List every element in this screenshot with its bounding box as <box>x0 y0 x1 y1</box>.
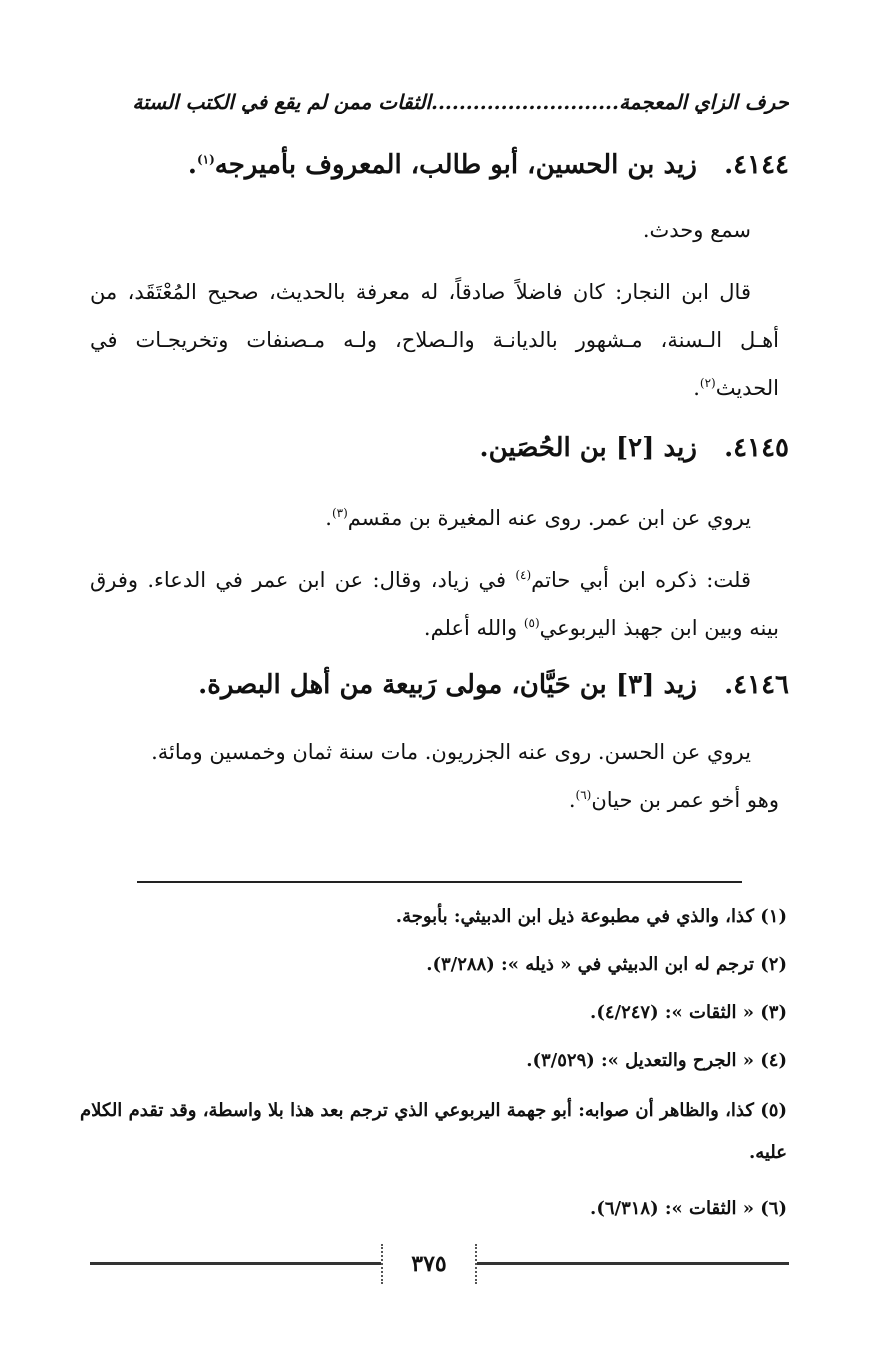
page-number: ٣٧٥ <box>381 1244 477 1284</box>
entry-title: زيد بن الحسين، أبو طالب، المعروف بأميرجه <box>214 150 697 180</box>
entry-number: ٤١٤٦ <box>733 670 789 700</box>
paragraph: سمع وحدث. <box>642 218 751 242</box>
footnote-ref: (٥) <box>523 616 540 630</box>
paragraph: يروي عن الحسن. روى عنه الجزريون. مات سنة ثمان وخمسين ومائة. <box>151 740 751 764</box>
entry-heading: ٤١٤٥. زيد [٢] بن الحُصَين. <box>479 433 789 463</box>
header-book-title: الثقات ممن لم يقع في الكتب الستة <box>132 90 431 114</box>
paragraph: يروي عن ابن عمر. روى عنه المغيرة بن مقسم$^{(٣)}$. <box>325 506 751 530</box>
footnote-ref: (٣) <box>331 506 348 520</box>
running-header <box>100 90 789 114</box>
entry-heading: ٤١٤٦. زيد [٣] بن حَيَّان، مولى رَبيعة من أهل البصرة. <box>198 670 789 700</box>
footnote-5: (٥) كذا، والظاهر أن صوابه: أبو جهمة اليربوعي الذي ترجم بعد هذا بلا واسطة، وقد تقدم الكلام عليه. <box>80 1100 787 1163</box>
entry-number: ٤١٤٥ <box>733 433 789 463</box>
header-dots: ........................... <box>430 90 619 114</box>
footnote-separator <box>137 881 742 883</box>
paragraph: قال ابن النجار: كان فاضلاً صادقاً، له معرفة بالحديث، صحيح المُعْتَقَد، من أهـل الـسنة، مـشهور بالديانـة والـصلاح، ولـه مـصنفات وتخريجـات في الحديث$^{(٢)}$. <box>90 280 779 400</box>
footnote-2: (٢) ترجم له ابن الدبيثي في « ذيله »: (٣/٢٨٨). <box>426 954 787 975</box>
footnote-3: (٣) « الثقات »: (٤/٢٤٧). <box>590 1002 787 1023</box>
footnote-6: (٦) « الثقات »: (٦/٣١٨). <box>590 1198 787 1219</box>
footnote-4: (٤) « الجرح والتعديل »: (٣/٥٢٩). <box>526 1050 787 1071</box>
entry-number: ٤١٤٤ <box>733 150 789 180</box>
paragraph: وهو أخو عمر بن حيان$^{(٦)}$. <box>568 788 779 812</box>
footnote-ref: (٢) <box>699 376 716 390</box>
entry-title: زيد [٣] بن حَيَّان، مولى رَبيعة من أهل البصرة. <box>198 670 697 700</box>
footnote-1: (١) كذا، والذي في مطبوعة ذيل ابن الدبيثي: بأبوجة. <box>395 906 787 927</box>
header-chapter: حرف الزاي المعجمة <box>618 90 789 114</box>
footnote-ref: (٦) <box>575 788 592 802</box>
paragraph: قلت: ذكره ابن أبي حاتم$^{(٤)}$ في زياد، وقال: عن ابن عمر في الدعاء. وفرق بينه وبين ابن جهبذ اليربوعي$^{(٥)}$ والله أعلم. <box>90 568 779 640</box>
footnote-ref: (٤) <box>515 568 532 582</box>
footnote-ref: (١) <box>196 152 215 167</box>
entry-title: زيد [٢] بن الحُصَين. <box>479 433 697 463</box>
entry-heading: ٤١٤٤. زيد بن الحسين، أبو طالب، المعروف بأميرجه$^{(١)}$. <box>187 150 789 180</box>
